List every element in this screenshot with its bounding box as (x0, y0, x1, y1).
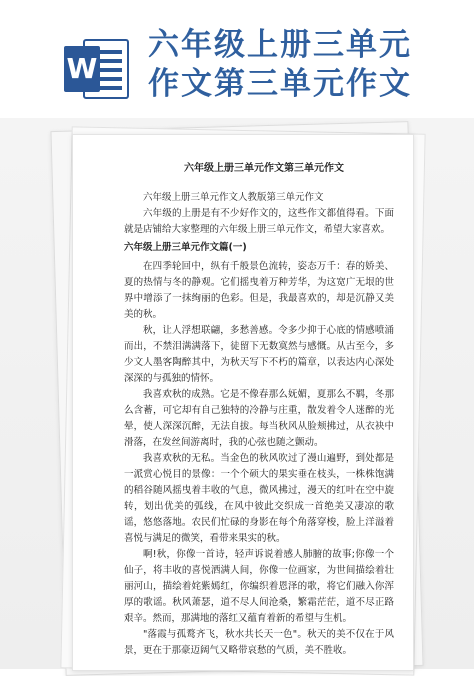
body-paragraph: 我喜欢秋的无私。当金色的秋风吹过了漫山遍野，到处都是一派赏心悦目的景像：一个个硕大的果实垂在枝头，一株株饱满的稻谷随风摇曳着丰收的气息，微风拂过，漫天的红叶在空中旋转，划出优美的弧线，在风中彼此交织成一首绝美又凄凉的歌谣，悠悠落地。农民们忙碌的身影在每个角落穿梭，脸上洋溢着喜悦与满足的微笑，看带来果实的秋。 (124, 453, 394, 544)
header-banner (0, 0, 474, 120)
body-paragraph: 在四季轮回中，纵有千般景色流转，姿态万千：春的娇美、夏的热情与冬的静观。它们摇曳着万种芳华，为这宽广无垠的世界中增添了一抹绚丽的色彩。但是，我最喜欢的，却是沉静又美美的秋。 (124, 261, 394, 320)
body-paragraph: 秋，让人浮想联翩，多愁善感。令多少抑于心底的情感喷涌而出，不禁泪满满落下，徒留下无数寞然与感慨。从古至今，多少文人墨客陶醉其中，为秋天写下不朽的篇章，以表达内心深处深深的与孤独的情怀。 (124, 325, 394, 384)
title-line-1: 六年级上册三单元 (148, 27, 412, 63)
body-paragraph: 啊!秋，你像一首诗，轻声诉说着感人肺腑的故事;你像一个仙子，将丰收的喜悦洒满人间，你像一位画家，为世间描绘着壮丽河山，描绘着姹紫嫣红，你编织着恩泽的歌，将它们融入你浑厚的歌谣。秋风萧瑟，道不尽人间沧桑，繁霜茫茫，道不尽正路艰辛。然而，那满地的落红又蕴育着新的希望与生机。 (124, 549, 394, 624)
intro-paragraph: 六年级的上册是有不少好作文的，这些作文都值得看。下面就是店铺给大家整理的六年级上册三单元作文，希望大家喜欢。 (124, 208, 394, 235)
title-line-2: 作文第三单元作文 (148, 66, 412, 102)
word-icon-letter: W (66, 52, 98, 85)
section-heading: 六年级上册三单元作文篇(一) (124, 242, 247, 253)
body-paragraph: "落霞与孤鹜齐飞，秋水共长天一色"。秋天的美不仅在于风景，更在于那豪迈阔气又略带哀愁的气质，美不胜收。 (124, 629, 394, 656)
word-document-icon (62, 36, 130, 102)
page-title (148, 26, 464, 104)
intro-paragraph: 六年级上册三单元作文人教版第三单元作文 (143, 192, 324, 203)
document-title: 六年级上册三单元作文第三单元作文 (184, 163, 344, 174)
body-paragraph: 我喜欢秋的成熟。它是不像春那么妩媚，夏那么不羁，冬那么含蓄，可它却有自己独特的冷静与庄重，散发着令人迷醉的光晕，使人深深沉醉，无法自拔。每当秋风从脸颊拂过，从衣袂中滑落，在发丝间游离时，我的心弦也随之颤动。 (124, 389, 394, 448)
document-content (124, 161, 394, 659)
